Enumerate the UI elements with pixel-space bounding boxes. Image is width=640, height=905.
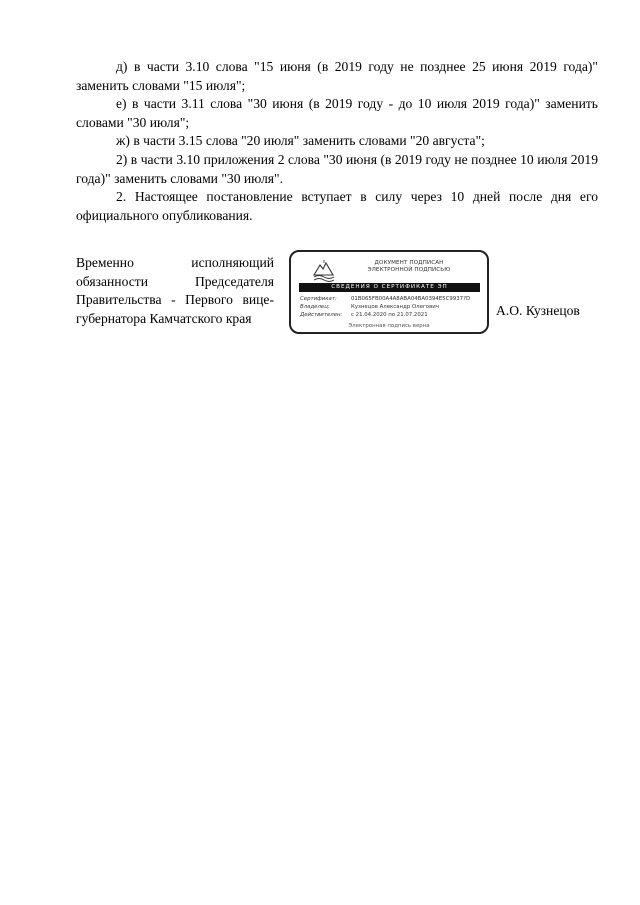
- signatory-position: [76, 254, 274, 328]
- document-body: [76, 58, 598, 225]
- position-line: губернатора Камчатского края: [76, 310, 252, 326]
- position-line: обязанности Председателя: [76, 273, 274, 289]
- paragraph-d: д) в части 3.10 слова "15 июня (в 2019 году не позднее 25 июня 2019 года)" заменить словами "15 июля";: [76, 59, 598, 93]
- signatory-name: А.О. Кузнецов: [496, 303, 580, 318]
- stamp-header: ДОКУМЕНТ ПОДПИСАН ЭЛЕКТРОННОЙ ПОДПИСЬЮ: [367, 260, 451, 274]
- position-line: Временно исполняющий: [76, 255, 274, 270]
- position-line: Правительства - Первого вице-: [76, 292, 274, 308]
- owner-row: Владелец: Кузнецов Александр Олегович: [300, 304, 439, 310]
- validity-row: Действителен: с 21.04.2020 по 21.07.2021: [300, 312, 428, 318]
- paragraph-e: е) в части 3.11 слова "30 июня (в 2019 году - до 10 июля 2019 года)" заменить словами "30 июля";: [76, 96, 598, 130]
- stamp-title-bar: СВЕДЕНИЯ О СЕРТИФИКАТЕ ЭП: [299, 283, 480, 292]
- electronic-signature-stamp: [289, 250, 489, 334]
- paragraph-zh: ж) в части 3.15 слова "20 июля" заменить словами "20 августа";: [116, 133, 485, 149]
- paragraph-effective-date: 2. Настоящее постановление вступает в силу через 10 дней после дня его официального опубликования.: [76, 189, 598, 223]
- stamp-footer: Электронная подпись верна: [348, 323, 430, 329]
- kamchatka-emblem-icon: [311, 259, 337, 283]
- paragraph-2-sub: 2) в части 3.10 приложения 2 слова "30 июня (в 2019 году не позднее 10 июля 2019 года)" заменить словами "30 июля".: [76, 151, 598, 186]
- certificate-row: Сертификат: 01B065FB00A4A8ABA04BA0394E5C9937?D: [300, 296, 471, 302]
